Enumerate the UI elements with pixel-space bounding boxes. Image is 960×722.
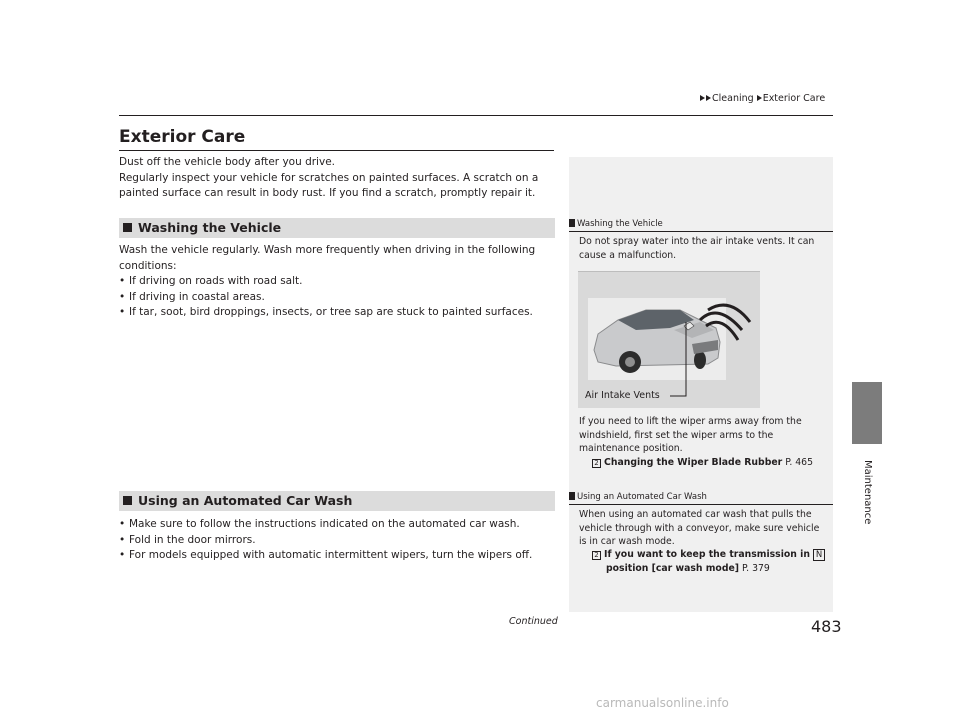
breadcrumb bbox=[700, 93, 825, 104]
reference-arrow-icon: 2 bbox=[592, 551, 601, 560]
reference-page: P. 465 bbox=[785, 457, 814, 468]
breadcrumb-item-exterior-care[interactable]: Exterior Care bbox=[762, 93, 826, 104]
title-divider bbox=[119, 150, 554, 151]
gear-key-n: N bbox=[813, 549, 825, 561]
breadcrumb-arrow-icon bbox=[757, 95, 762, 101]
section-heading-text: Using an Automated Car Wash bbox=[138, 493, 353, 508]
list-item: • Make sure to follow the instructions indicated on the automated car wash. bbox=[119, 517, 559, 533]
cross-reference-wiper[interactable] bbox=[592, 456, 813, 470]
intro-line: Regularly inspect your vehicle for scratches on painted surfaces. A scratch on a painted surface can result in body rust. If you find a scratch, promptly repair it. bbox=[119, 171, 539, 199]
intro-line: Dust off the vehicle body after you drive. bbox=[119, 156, 335, 168]
page-title: Exterior Care bbox=[119, 127, 246, 147]
section-square-icon bbox=[123, 496, 132, 505]
section-heading-washing bbox=[119, 218, 555, 238]
air-intake-figure bbox=[578, 271, 760, 408]
note-marker-icon bbox=[569, 219, 575, 227]
section-heading-car-wash bbox=[119, 491, 555, 511]
list-item: • For models equipped with automatic intermittent wipers, turn the wipers off. bbox=[119, 548, 559, 564]
note-heading-text: Washing the Vehicle bbox=[577, 219, 663, 229]
reference-arrow-icon: 2 bbox=[592, 459, 601, 468]
reference-page: P. 379 bbox=[742, 563, 770, 574]
cross-reference-car-wash[interactable] bbox=[592, 548, 825, 562]
list-item: • If driving in coastal areas. bbox=[119, 290, 559, 306]
note-heading-washing bbox=[569, 219, 663, 229]
cross-reference-car-wash-line2[interactable] bbox=[606, 562, 770, 576]
reference-title: Changing the Wiper Blade Rubber bbox=[604, 457, 783, 468]
car-wash-bullet-list bbox=[119, 517, 559, 564]
list-item: • If tar, soot, bird droppings, insects, or tree sap are stuck to painted surfaces. bbox=[119, 305, 559, 321]
list-item: • If driving on roads with road salt. bbox=[119, 274, 559, 290]
breadcrumb-item-cleaning[interactable]: Cleaning bbox=[712, 93, 754, 104]
reference-title: position [car wash mode] bbox=[606, 563, 740, 574]
car-wash-section-body bbox=[119, 517, 559, 564]
reference-title: If you want to keep the transmission in bbox=[604, 549, 810, 560]
chapter-label: Maintenance bbox=[862, 460, 873, 525]
washing-bullet-list bbox=[119, 274, 559, 321]
page-number: 483 bbox=[811, 617, 842, 636]
note-divider bbox=[569, 231, 833, 232]
section-square-icon bbox=[123, 223, 132, 232]
section-heading-text: Washing the Vehicle bbox=[138, 220, 282, 235]
note2-text: When using an automated car wash that pulls the vehicle through with a conveyor, make sure vehicle is in car wash mode. bbox=[579, 509, 820, 547]
washing-section-body bbox=[119, 243, 559, 321]
note-marker-icon bbox=[569, 492, 575, 500]
header-divider bbox=[119, 115, 833, 116]
callout-line bbox=[668, 320, 708, 402]
figure-label: Air Intake Vents bbox=[585, 390, 660, 401]
chapter-tab[interactable] bbox=[852, 382, 882, 444]
breadcrumb-arrow-icon bbox=[700, 95, 705, 101]
note-heading-text: Using an Automated Car Wash bbox=[577, 492, 707, 502]
breadcrumb-arrow-icon bbox=[706, 95, 711, 101]
continued-label: Continued bbox=[509, 616, 558, 627]
list-item: • Fold in the door mirrors. bbox=[119, 533, 559, 549]
watermark: carmanualsonline.info bbox=[596, 696, 729, 710]
note-divider bbox=[569, 504, 833, 505]
intro-text bbox=[119, 155, 559, 202]
note1-text: Do not spray water into the air intake vents. It can cause a malfunction. bbox=[579, 236, 815, 261]
washing-text: Wash the vehicle regularly. Wash more frequently when driving in the following conditions: bbox=[119, 244, 536, 272]
note-heading-car-wash bbox=[569, 492, 707, 502]
note1-text-2: If you need to lift the wiper arms away from the windshield, first set the wiper arms to the maintenance position. bbox=[579, 416, 802, 454]
